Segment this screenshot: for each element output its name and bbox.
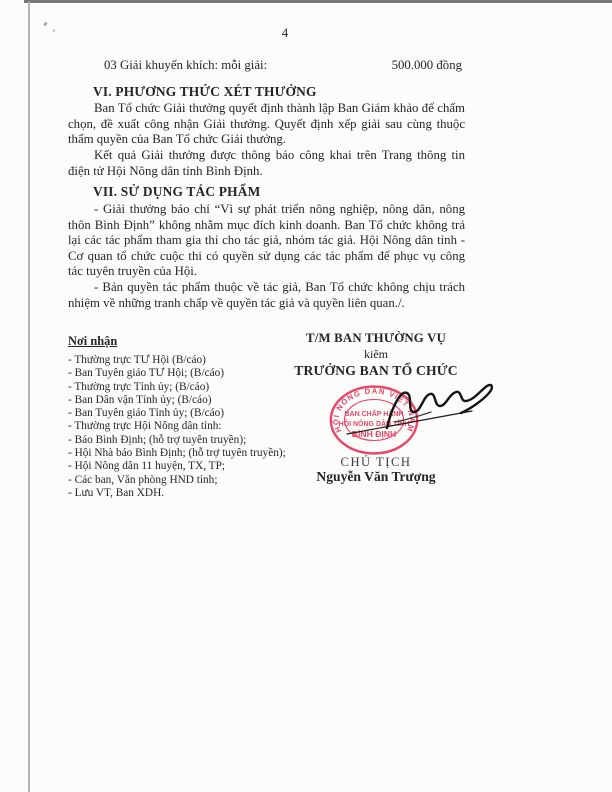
section-vi-paragraph-2: Kết quả Giải thưởng được thông báo công khai trên Trang thông tin điện tử Hội Nông dân tỉnh Bình Định. — [68, 148, 465, 178]
stamp-center-line-3: BÌNH ĐỊNH — [351, 429, 397, 439]
stamp-center-line-1: BAN CHẤP HÀNH — [344, 411, 404, 418]
signer-position: CHỦ TỊCH — [340, 455, 412, 469]
section-vi-heading: VI. PHƯƠNG THỨC XÉT THƯỞNG — [93, 84, 317, 99]
scan-speck — [43, 22, 48, 27]
recipient-item: - Báo Bình Định; (hỗ trợ tuyên truyền); — [68, 433, 247, 446]
signature-block — [290, 331, 462, 379]
handwritten-signature — [335, 378, 510, 448]
recipient-item: - Ban Dân vận Tỉnh ủy; (B/cáo) — [68, 393, 212, 406]
scan-edge-top — [24, 0, 612, 3]
scan-speck — [53, 29, 56, 33]
section-vii-heading: VII. SỬ DỤNG TÁC PHẨM — [93, 184, 261, 199]
recipient-item: - Các ban, Văn phòng HND tỉnh; — [68, 473, 218, 486]
recipient-item: - Ban Tuyên giáo TƯ Hội; (B/cáo) — [68, 367, 225, 380]
page-number: 4 — [281, 25, 289, 40]
scan-edge-left — [28, 2, 30, 792]
prize-label: 03 Giải khuyến khích: mỗi giải: — [104, 58, 268, 72]
signature-authority: T/M BAN THƯỜNG VỤ — [305, 331, 447, 345]
recipient-item: - Hội Nông dân 11 huyện, TX, TP; — [68, 460, 225, 473]
recipients-title: Nơi nhận — [68, 334, 118, 348]
stamp-center-line-2: HỘI NÔNG DÂN TỈNH — [338, 421, 410, 428]
signer-name: Nguyễn Văn Trượng — [316, 469, 436, 484]
recipient-item: - Thường trực TƯ Hội (B/cáo) — [68, 354, 206, 366]
recipient-item: - Hội Nhà báo Bình Định; (hỗ trợ tuyên truyền); — [68, 447, 286, 460]
recipient-item: - Ban Tuyên giáo Tỉnh ủy; (B/cáo) — [68, 407, 225, 420]
prize-amount: 500.000 đồng — [391, 58, 462, 72]
recipients-block — [68, 334, 318, 500]
section-vii-paragraph-1: - Giải thưởng báo chí “Vì sự phát triển nông nghiệp, nông dân, nông thôn Bình Định” không nhằm mục đích kinh doanh. Ban Tổ chức không trả lại các tác phẩm tham gia thi cho tác giả, nhóm tác giả. Hội Nông dân tỉnh - Cơ quan tổ chức cuộc thi có quyền sử dụng các tác phẩm để phục vụ công tác tuyên truyền của Hội. — [68, 202, 465, 278]
stamp-ring-text: HỘI NÔNG DÂN VIỆT NAM — [331, 386, 417, 434]
recipient-item: - Thường trực Tỉnh ủy; (B/cáo) — [68, 380, 210, 393]
signature-role: TRƯỞNG BAN TỔ CHỨC — [294, 363, 458, 378]
recipient-item: - Thường trực Hội Nông dân tỉnh: — [68, 420, 222, 433]
section-vi-paragraph-1: Ban Tổ chức Giải thưởng quyết định thành lập Ban Giám khảo để chấm chọn, đề xuất công nhận Giải thưởng. Quyết định xếp giải sau cùng thuộc thẩm quyền của Ban Tổ chức Giải thưởng. — [68, 101, 465, 146]
section-vii-paragraph-2: - Bản quyền tác phẩm thuộc về tác giả, Ban Tổ chức không chịu trách nhiệm về những tranh chấp về quyền tác giả và quyền liên quan./. — [68, 280, 465, 310]
prize-line — [68, 58, 462, 73]
signature-conjunction: kiêm — [364, 347, 388, 361]
recipient-item: - Lưu VT, Ban XDH. — [68, 486, 165, 499]
